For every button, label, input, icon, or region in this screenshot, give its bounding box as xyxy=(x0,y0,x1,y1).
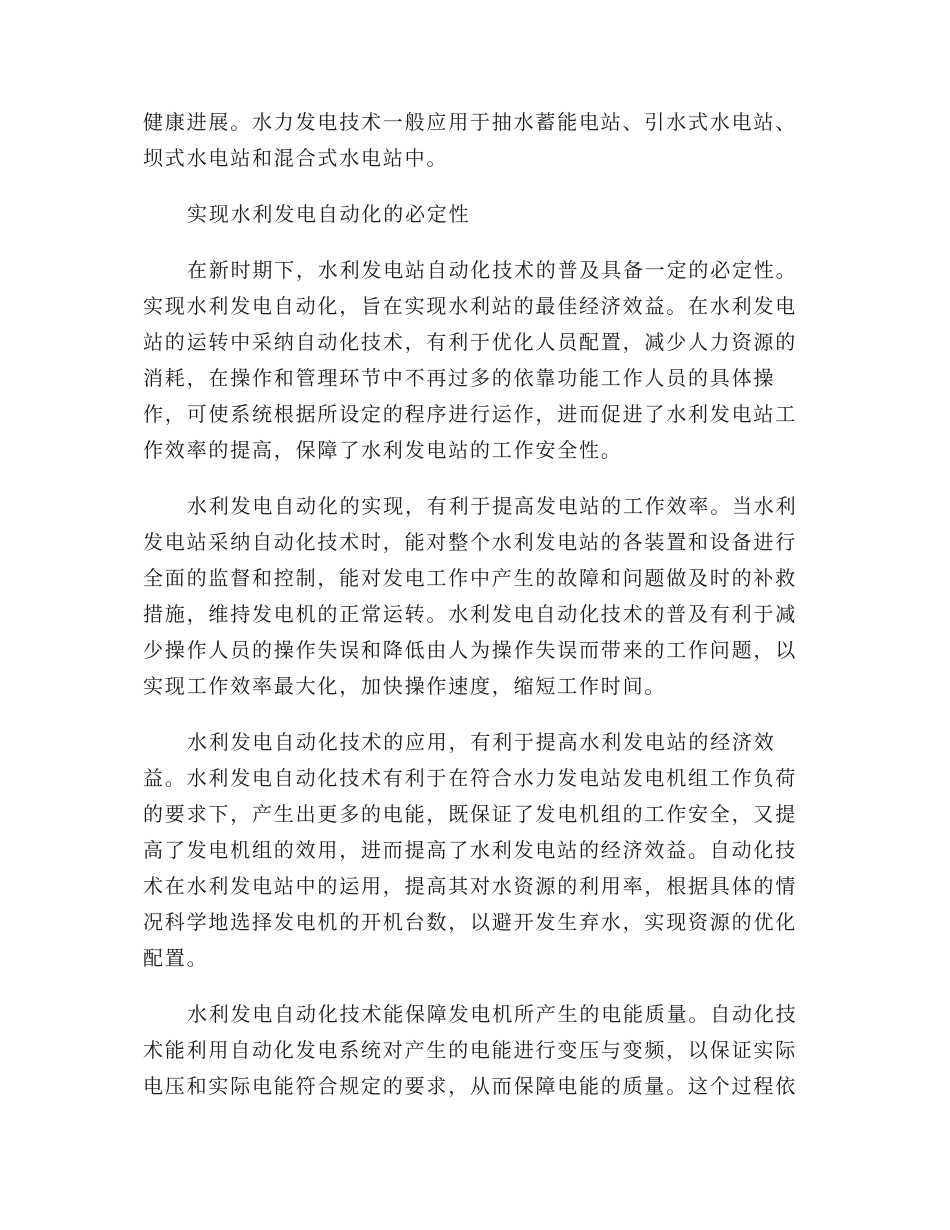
paragraph-3 xyxy=(143,252,798,468)
text-line: 健康进展。水力发电技术一般应用于抽水蓄能电站、引水式水电站、 xyxy=(143,110,797,134)
text-line: 况科学地选择发电机的开机台数，以避开发生弃水，实现资源的优化 xyxy=(143,910,797,934)
text-line: 作，可使系统根据所设定的程序进行运作，进而促进了水利发电站工 xyxy=(143,402,797,426)
text-line: 坝式水电站和混合式水电站中。 xyxy=(143,146,449,170)
text-line: 益。水利发电自动化技术有利于在符合水力发电站发电机组工作负荷 xyxy=(143,766,797,790)
text-line: 消耗，在操作和管理环节中不再过多的依靠功能工作人员的具体操 xyxy=(143,366,776,390)
text-line: 实现水利发电自动化，旨在实现水利站的最佳经济效益。在水利发电 xyxy=(143,294,797,318)
text-line: 术在水利发电站中的运用，提高其对水资源的利用率，根据具体的情 xyxy=(143,874,797,898)
text-line: 术能利用自动化发电系统对产生的电能进行变压与变频，以保证实际 xyxy=(143,1038,797,1062)
text-line: 水利发电自动化技术能保障发电机所产生的电能质量。自动化技 xyxy=(187,1002,798,1026)
text-line: 电压和实际电能符合规定的要求，从而保障电能的质量。这个过程依 xyxy=(143,1074,797,1098)
text-line: 高了发电机组的效用，进而提高了水利发电站的经济效益。自动化技 xyxy=(143,838,797,862)
heading-text: 实现水利发电自动化的必定性 xyxy=(187,202,471,226)
text-line: 配置。 xyxy=(143,946,209,970)
text-line: 全面的监督和控制，能对发电工作中产生的故障和问题做及时的补救 xyxy=(143,566,797,590)
paragraph-4 xyxy=(143,488,798,704)
paragraph-1 xyxy=(143,104,795,176)
text-line: 站的运转中采纳自动化技术，有利于优化人员配置，减少人力资源的 xyxy=(143,330,797,354)
text-line: 实现工作效率最大化，加快操作速度，缩短工作时间。 xyxy=(143,674,667,698)
paragraph-6 xyxy=(143,996,798,1104)
text-line: 的要求下，产生出更多的电能，既保证了发电机组的工作安全，又提 xyxy=(143,802,797,826)
text-line: 水利发电自动化的实现，有利于提高发电站的工作效率。当水利 xyxy=(187,494,798,518)
section-heading xyxy=(143,196,795,232)
text-line: 发电站采纳自动化技术时，能对整个水利发电站的各装置和设备进行 xyxy=(143,530,797,554)
document-body xyxy=(143,104,798,1124)
paragraph-5 xyxy=(143,724,795,976)
text-line: 措施，维持发电机的正常运转。水利发电自动化技术的普及有利于减 xyxy=(143,602,797,626)
text-line: 作效率的提高，保障了水利发电站的工作安全性。 xyxy=(143,438,623,462)
text-line: 少操作人员的操作失误和降低由人为操作失误而带来的工作问题，以 xyxy=(143,638,797,662)
text-line: 水利发电自动化技术的应用，有利于提高水利发电站的经济效 xyxy=(187,730,776,754)
text-line: 在新时期下，水利发电站自动化技术的普及具备一定的必定性。 xyxy=(187,258,798,282)
